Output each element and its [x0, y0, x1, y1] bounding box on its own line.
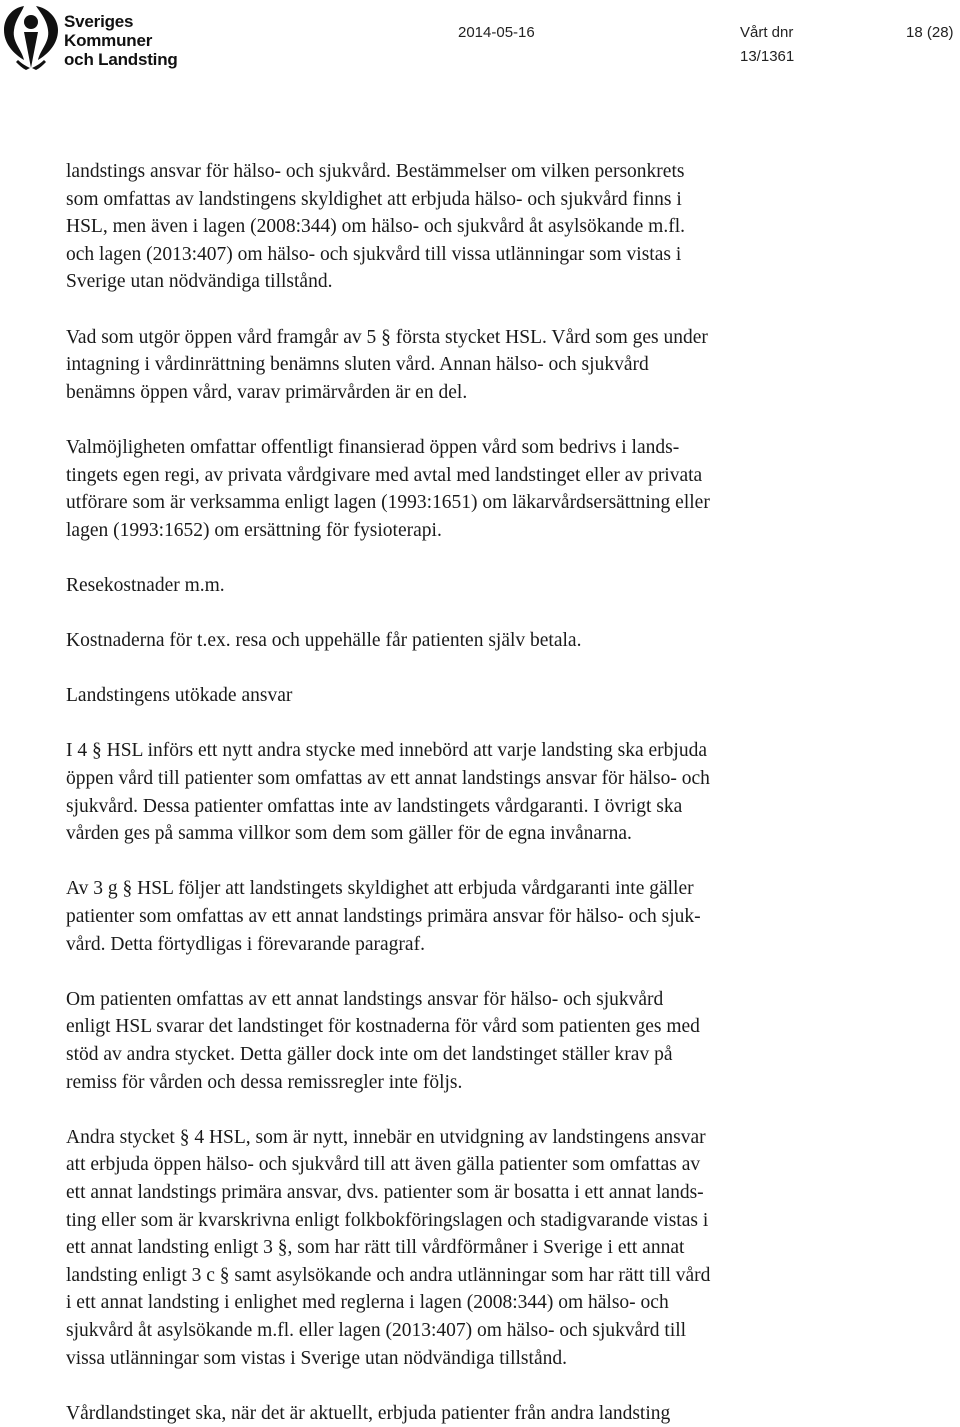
text-line: sjukvård åt asylsökande m.fl. eller lagen (2013:407) om hälso- och sjukvård till — [66, 1319, 687, 1341]
text-line: ting eller som är kvarskrivna enligt folkbokföringslagen och stadigvarande vistas i — [66, 1209, 709, 1231]
dnr-label: Vårt dnr — [740, 24, 794, 41]
text-line: I 4 § HSL införs ett nytt andra stycke med innebörd att varje landsting ska erbjuda — [66, 740, 707, 762]
text-line: landsting enligt 3 c § samt asylsökande och andra utlänningar som har rätt till vård — [66, 1264, 711, 1286]
text-line: vård. Detta förtydligas i förevarande paragraf. — [66, 933, 425, 955]
paragraph — [66, 158, 866, 296]
text-line: lagen (1993:1652) om ersättning för fysioterapi. — [66, 519, 442, 541]
text-line: Resekostnader m.m. — [66, 574, 225, 596]
text-line: Sverige utan nödvändiga tillstånd. — [66, 271, 333, 293]
text-line: enligt HSL svarar det landstinget för kostnaderna för vård som patienten ges med — [66, 1016, 700, 1038]
text-line: ett annat landstings primära ansvar, dvs. patienter som är bosatta i ett annat lands- — [66, 1181, 704, 1203]
paragraph — [66, 875, 866, 958]
text-line: som omfattas av landstingens skyldighet att erbjuda hälso- och sjukvård finns i — [66, 188, 682, 210]
text-line: ett annat landsting enligt 3 §, som har rätt till vårdförmåner i Sverige i ett annat — [66, 1237, 685, 1259]
text-line: benämns öppen vård, varav primärvården är en del. — [66, 381, 468, 403]
paragraph — [66, 572, 866, 600]
page-number: 18 (28) — [906, 24, 954, 41]
paragraph — [66, 1124, 866, 1372]
text-line: remiss för vården och dessa remissregler inte följs. — [66, 1071, 463, 1093]
text-line: Valmöjligheten omfattar offentligt finansierad öppen vård som bedrivs i lands- — [66, 436, 680, 458]
text-line: Vad som utgör öppen vård framgår av 5 § första stycket HSL. Vård som ges under — [66, 326, 708, 348]
paragraph — [66, 986, 866, 1096]
text-line: landstings ansvar för hälso- och sjukvård. Bestämmelser om vilken personkrets — [66, 161, 685, 182]
paragraph — [66, 682, 866, 710]
text-line: intagning i vårdinrättning benämns sluten vård. Annan hälso- och sjukvård — [66, 354, 649, 376]
document-body — [66, 158, 866, 1427]
text-line: i ett annat landsting i enlighet med reglerna i lagen (2008:344) om hälso- och — [66, 1292, 669, 1314]
text-line: stöd av andra stycket. Detta gäller dock inte om det landstinget ställer krav på — [66, 1044, 673, 1065]
text-line: utförare som är verksamma enligt lagen (1993:1651) om läkarvårdsersättning eller — [66, 492, 710, 514]
text-line: att erbjuda öppen hälso- och sjukvård till att även gälla patienter som omfattas av — [66, 1154, 701, 1176]
text-line: HSL, men även i lagen (2008:344) om hälso- och sjukvård åt asylsökande m.fl. — [66, 216, 685, 238]
skl-logo — [2, 2, 182, 70]
text-line: vissa utlänningar som vistas i Sverige utan nödvändiga tillstånd. — [66, 1347, 567, 1369]
text-line: vården ges på samma villkor som dem som gäller för de egna invånarna. — [66, 823, 632, 845]
paragraph — [66, 324, 866, 407]
text-line: patienter som omfattas av ett annat landstings primära ansvar för hälso- och sjuk- — [66, 906, 701, 928]
text-line: öppen vård till patienter som omfattas av ett annat landstings ansvar för hälso- och — [66, 768, 710, 790]
logo-line: Kommuner — [64, 31, 153, 50]
paragraph — [66, 737, 866, 847]
dnr-value: 13/1361 — [740, 48, 795, 65]
skl-emblem-icon — [2, 2, 62, 70]
text-line: sjukvård. Dessa patienter omfattas inte av landstingets vårdgaranti. I övrigt ska — [66, 795, 683, 817]
text-line: Av 3 g § HSL följer att landstingets skyldighet att erbjuda vårdgaranti inte gäller — [66, 878, 694, 900]
text-line: Landstingens utökade ansvar — [66, 685, 293, 707]
page-header — [0, 0, 960, 80]
logo-wordmark — [64, 12, 178, 69]
text-line: Om patienten omfattas av ett annat landstings ansvar för hälso- och sjukvård — [66, 988, 664, 1010]
logo-line: och Landsting — [64, 50, 178, 69]
text-line: tingets egen regi, av privata vårdgivare med avtal med landstinget eller av privata — [66, 464, 703, 486]
paragraph — [66, 434, 866, 544]
paragraph — [66, 627, 866, 655]
logo-line: Sveriges — [64, 12, 134, 31]
text-line: Andra stycket § 4 HSL, som är nytt, innebär en utvidgning av landstingens ansvar — [66, 1126, 706, 1148]
text-line: Vårdlandstinget ska, när det är aktuellt, erbjuda patienter från andra landsting — [66, 1402, 671, 1424]
document-date: 2014-05-16 — [458, 24, 535, 41]
text-line: Kostnaderna för t.ex. resa och uppehälle får patienten själv betala. — [66, 630, 582, 652]
paragraph — [66, 1400, 866, 1427]
text-line: och lagen (2013:407) om hälso- och sjukvård till vissa utlänningar som vistas i — [66, 243, 682, 265]
